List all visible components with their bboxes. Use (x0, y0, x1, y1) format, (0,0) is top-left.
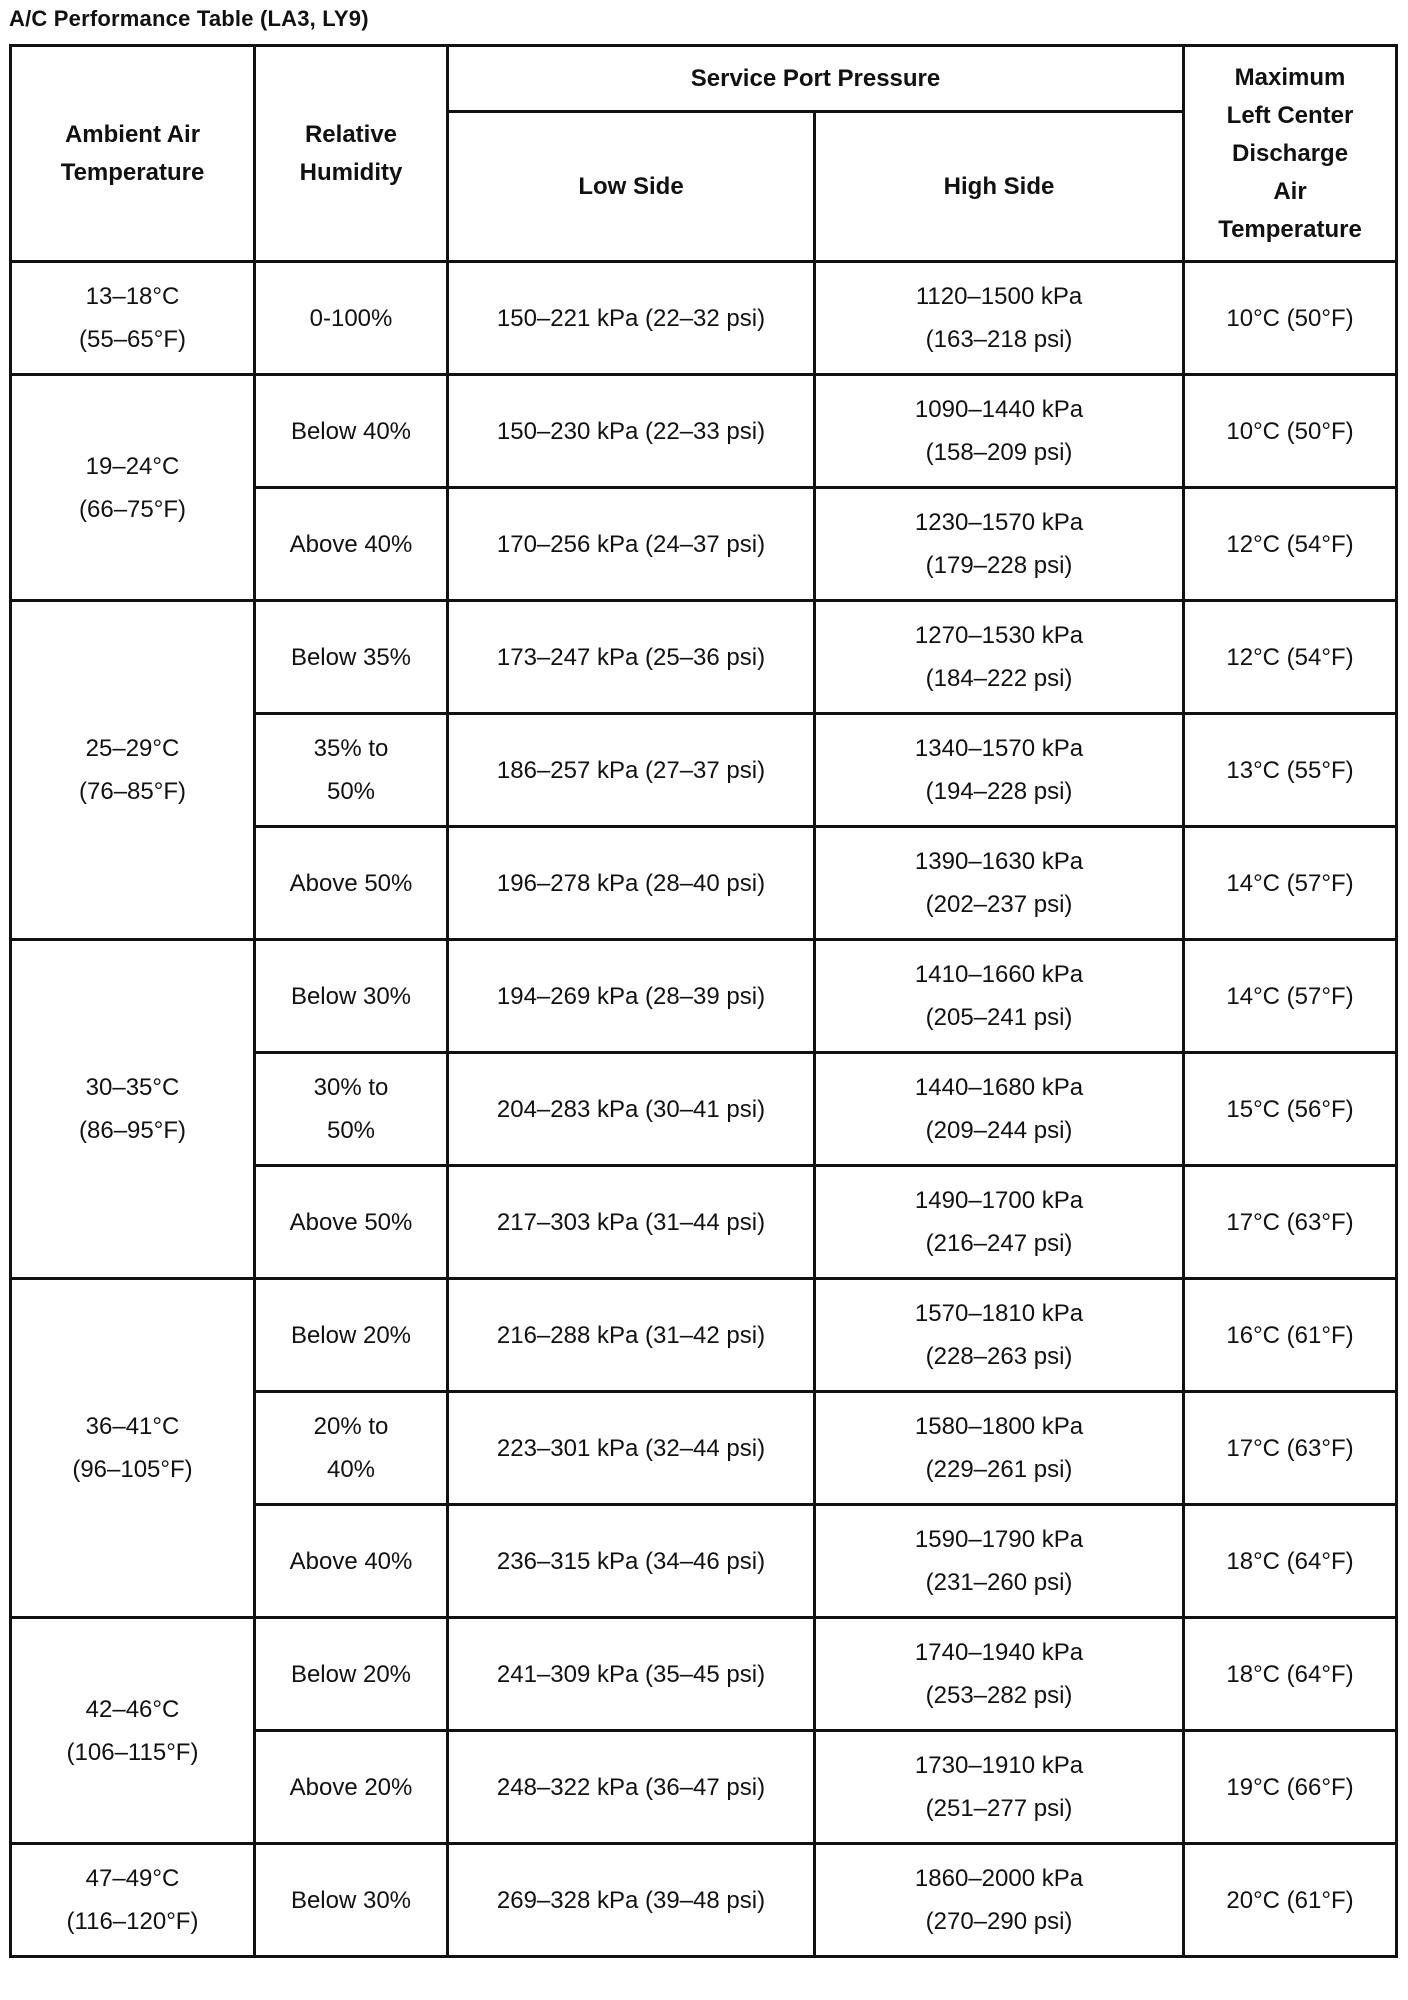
relative-humidity-cell: Below 40% (255, 375, 448, 488)
relative-humidity-cell: Below 30% (255, 940, 448, 1053)
low-side-pressure-cell: 269–328 kPa (39–48 psi) (448, 1844, 815, 1957)
max-discharge-temperature-cell: 19°C (66°F) (1184, 1731, 1397, 1844)
low-side-pressure-cell: 241–309 kPa (35–45 psi) (448, 1618, 815, 1731)
max-discharge-temperature-cell: 12°C (54°F) (1184, 488, 1397, 601)
table-title: A/C Performance Table (LA3, LY9) (9, 6, 369, 31)
high-side-pressure-cell: 1580–1800 kPa (229–261 psi) (815, 1392, 1184, 1505)
header-low-side: Low Side (448, 112, 815, 262)
table-row (11, 601, 1397, 714)
low-side-pressure-cell: 216–288 kPa (31–42 psi) (448, 1279, 815, 1392)
relative-humidity-cell: Below 30% (255, 1844, 448, 1957)
header-row-top (11, 46, 1397, 112)
table-row (11, 940, 1397, 1053)
high-side-pressure-cell: 1390–1630 kPa (202–237 psi) (815, 827, 1184, 940)
ambient-temperature-cell: 25–29°C (76–85°F) (11, 601, 255, 940)
max-discharge-temperature-cell: 17°C (63°F) (1184, 1392, 1397, 1505)
max-discharge-temperature-cell: 14°C (57°F) (1184, 827, 1397, 940)
low-side-pressure-cell: 204–283 kPa (30–41 psi) (448, 1053, 815, 1166)
ambient-temperature-cell: 36–41°C (96–105°F) (11, 1279, 255, 1618)
high-side-pressure-cell: 1490–1700 kPa (216–247 psi) (815, 1166, 1184, 1279)
ambient-temperature-cell: 30–35°C (86–95°F) (11, 940, 255, 1279)
high-side-pressure-cell: 1440–1680 kPa (209–244 psi) (815, 1053, 1184, 1166)
relative-humidity-cell: Above 20% (255, 1731, 448, 1844)
relative-humidity-cell: 0-100% (255, 262, 448, 375)
header-ambient-air-temperature: Ambient Air Temperature (11, 46, 255, 262)
high-side-pressure-cell: 1570–1810 kPa (228–263 psi) (815, 1279, 1184, 1392)
high-side-pressure-cell: 1410–1660 kPa (205–241 psi) (815, 940, 1184, 1053)
low-side-pressure-cell: 150–230 kPa (22–33 psi) (448, 375, 815, 488)
relative-humidity-cell: 35% to 50% (255, 714, 448, 827)
low-side-pressure-cell: 186–257 kPa (27–37 psi) (448, 714, 815, 827)
relative-humidity-cell: Below 35% (255, 601, 448, 714)
max-discharge-temperature-cell: 13°C (55°F) (1184, 714, 1397, 827)
relative-humidity-cell: 20% to 40% (255, 1392, 448, 1505)
header-relative-humidity: Relative Humidity (255, 46, 448, 262)
high-side-pressure-cell: 1120–1500 kPa (163–218 psi) (815, 262, 1184, 375)
high-side-pressure-cell: 1270–1530 kPa (184–222 psi) (815, 601, 1184, 714)
table-row (11, 1618, 1397, 1731)
max-discharge-temperature-cell: 10°C (50°F) (1184, 262, 1397, 375)
high-side-pressure-cell: 1860–2000 kPa (270–290 psi) (815, 1844, 1184, 1957)
max-discharge-temperature-cell: 20°C (61°F) (1184, 1844, 1397, 1957)
low-side-pressure-cell: 170–256 kPa (24–37 psi) (448, 488, 815, 601)
table-row (11, 375, 1397, 488)
max-discharge-temperature-cell: 10°C (50°F) (1184, 375, 1397, 488)
header-high-side: High Side (815, 112, 1184, 262)
table-row (11, 1844, 1397, 1957)
relative-humidity-cell: Above 40% (255, 1505, 448, 1618)
max-discharge-temperature-cell: 12°C (54°F) (1184, 601, 1397, 714)
table-row (11, 1279, 1397, 1392)
table-body (11, 262, 1397, 1957)
high-side-pressure-cell: 1730–1910 kPa (251–277 psi) (815, 1731, 1184, 1844)
header-service-port-pressure: Service Port Pressure (448, 46, 1184, 112)
high-side-pressure-cell: 1230–1570 kPa (179–228 psi) (815, 488, 1184, 601)
high-side-pressure-cell: 1740–1940 kPa (253–282 psi) (815, 1618, 1184, 1731)
relative-humidity-cell: Above 50% (255, 1166, 448, 1279)
max-discharge-temperature-cell: 15°C (56°F) (1184, 1053, 1397, 1166)
max-discharge-temperature-cell: 18°C (64°F) (1184, 1618, 1397, 1731)
low-side-pressure-cell: 194–269 kPa (28–39 psi) (448, 940, 815, 1053)
max-discharge-temperature-cell: 16°C (61°F) (1184, 1279, 1397, 1392)
relative-humidity-cell: Above 40% (255, 488, 448, 601)
high-side-pressure-cell: 1340–1570 kPa (194–228 psi) (815, 714, 1184, 827)
low-side-pressure-cell: 236–315 kPa (34–46 psi) (448, 1505, 815, 1618)
high-side-pressure-cell: 1590–1790 kPa (231–260 psi) (815, 1505, 1184, 1618)
low-side-pressure-cell: 223–301 kPa (32–44 psi) (448, 1392, 815, 1505)
relative-humidity-cell: Below 20% (255, 1618, 448, 1731)
low-side-pressure-cell: 248–322 kPa (36–47 psi) (448, 1731, 815, 1844)
relative-humidity-cell: 30% to 50% (255, 1053, 448, 1166)
high-side-pressure-cell: 1090–1440 kPa (158–209 psi) (815, 375, 1184, 488)
low-side-pressure-cell: 173–247 kPa (25–36 psi) (448, 601, 815, 714)
ambient-temperature-cell: 47–49°C (116–120°F) (11, 1844, 255, 1957)
header-max-discharge-air-temperature: Maximum Left Center Discharge Air Temperature (1184, 46, 1397, 262)
max-discharge-temperature-cell: 18°C (64°F) (1184, 1505, 1397, 1618)
relative-humidity-cell: Above 50% (255, 827, 448, 940)
max-discharge-temperature-cell: 17°C (63°F) (1184, 1166, 1397, 1279)
max-discharge-temperature-cell: 14°C (57°F) (1184, 940, 1397, 1053)
table-row (11, 262, 1397, 375)
low-side-pressure-cell: 196–278 kPa (28–40 psi) (448, 827, 815, 940)
ambient-temperature-cell: 42–46°C (106–115°F) (11, 1618, 255, 1844)
low-side-pressure-cell: 150–221 kPa (22–32 psi) (448, 262, 815, 375)
ac-performance-table (9, 44, 1398, 1958)
ambient-temperature-cell: 19–24°C (66–75°F) (11, 375, 255, 601)
relative-humidity-cell: Below 20% (255, 1279, 448, 1392)
ambient-temperature-cell: 13–18°C (55–65°F) (11, 262, 255, 375)
low-side-pressure-cell: 217–303 kPa (31–44 psi) (448, 1166, 815, 1279)
